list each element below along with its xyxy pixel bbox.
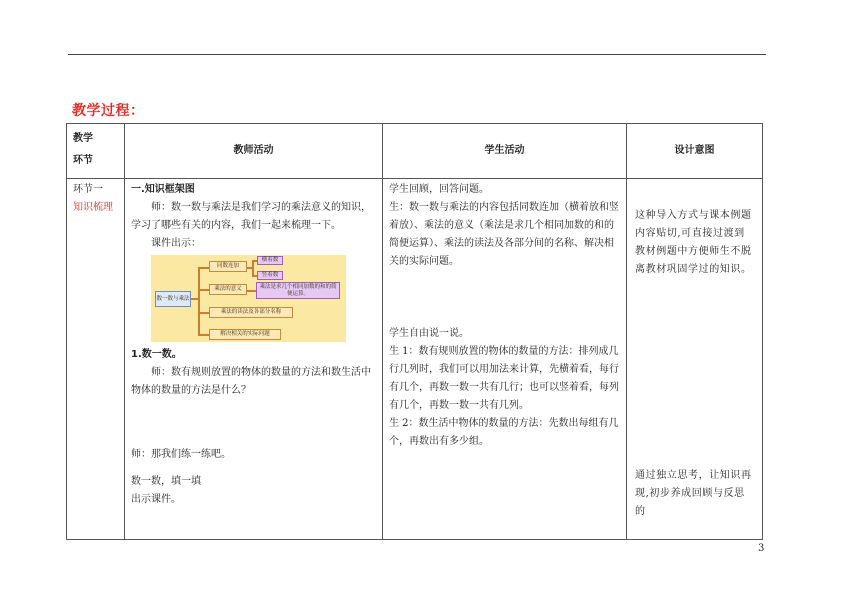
- diagram-branch-addition: 同数连加: [209, 261, 247, 272]
- diagram-branch-reading: 乘法的读法及各部分名称: [209, 307, 293, 318]
- header-stage-line2: 环节: [73, 155, 93, 166]
- diagram-leaf-meaning: 乘法是求几个相同加数的和的简便运算。: [256, 282, 340, 299]
- header-student: 学生活动: [383, 124, 627, 179]
- teacher-question: 师：数有规则放置的物体的数量的方法和数生活中物体的数量的方法是什么？: [131, 367, 371, 396]
- design-intent-cell: [627, 179, 763, 540]
- stage-name: 知识梳理: [73, 202, 113, 213]
- intent-p2: 通过独立思考，让知识再现,初步养成回顾与反思的: [635, 470, 752, 517]
- teacher-show: 课件出示：: [151, 238, 201, 249]
- intent-p1: 这种导入方式与课本例题内容贴切,可直接过渡到教材例题中方便师生不脱离教材巩固学过的知识。: [635, 210, 752, 275]
- stage-cell: [67, 179, 125, 540]
- diagram-leaf-vertical: 竖着数: [257, 271, 283, 280]
- teacher-activity-cell: [125, 179, 383, 540]
- header-rule: [68, 54, 766, 55]
- teacher-heading: 一.知识框架图: [131, 184, 195, 195]
- diagram-branch-problems: 解决相关的实际问题: [209, 329, 281, 340]
- header-stage-line1: 教学: [73, 133, 93, 144]
- student-p2: 生：数一数与乘法的内容包括同数连加（横着放和竖着放）、乘法的意义（乘法是求几个相同加数的和的简便运算）、乘法的读法及各部分间的名称、解决相关的实际问题。: [389, 202, 619, 267]
- section-heading: 教学过程：: [72, 103, 145, 119]
- diagram-leaf-horizontal: 横着数: [257, 256, 283, 265]
- teacher-practice: 师：那我们练一练吧。: [131, 449, 231, 460]
- diagram-connector: [252, 260, 254, 276]
- stage-number: 环节一: [73, 184, 103, 195]
- student-p3: 学生自由说一说。: [389, 328, 469, 339]
- student-p5: 生 2：数生活中物体的数量的方法：先数出每组有几个，再数出有多少组。: [389, 418, 619, 447]
- table-row: [67, 179, 763, 540]
- header-stage: [67, 124, 125, 179]
- diagram-connector: [198, 267, 200, 335]
- table-header-row: [67, 124, 763, 179]
- lesson-table: [66, 123, 763, 540]
- diagram-root: 数一数与乘法: [155, 291, 191, 307]
- teacher-task: 数一数，填一填: [131, 476, 201, 487]
- teacher-show-courseware: 出示课件。: [131, 494, 181, 505]
- student-p4: 生 1：数有规则放置的物体的数量的方法：排列成几行几列时，我们可以用加法来计算，先横着看，每行有几个，再数一数一共有几行；也可以竖着看，每列有几个，再数一数一共有几列。: [389, 346, 619, 411]
- header-teacher: 教师活动: [125, 124, 383, 179]
- student-p1: 学生回顾，回答问题。: [389, 184, 489, 195]
- header-intent: 设计意图: [627, 124, 763, 179]
- teacher-subheading: 1.数一数。: [131, 349, 182, 360]
- diagram-branch-meaning: 乘法的意义: [209, 284, 247, 295]
- teacher-intro: 师：数一数与乘法是我们学习的乘法意义的知识，学习了哪些有关的内容，我们一起来梳理一下。: [131, 202, 371, 231]
- knowledge-diagram: [151, 255, 346, 342]
- page-number: 3: [758, 543, 765, 554]
- student-activity-cell: [383, 179, 627, 540]
